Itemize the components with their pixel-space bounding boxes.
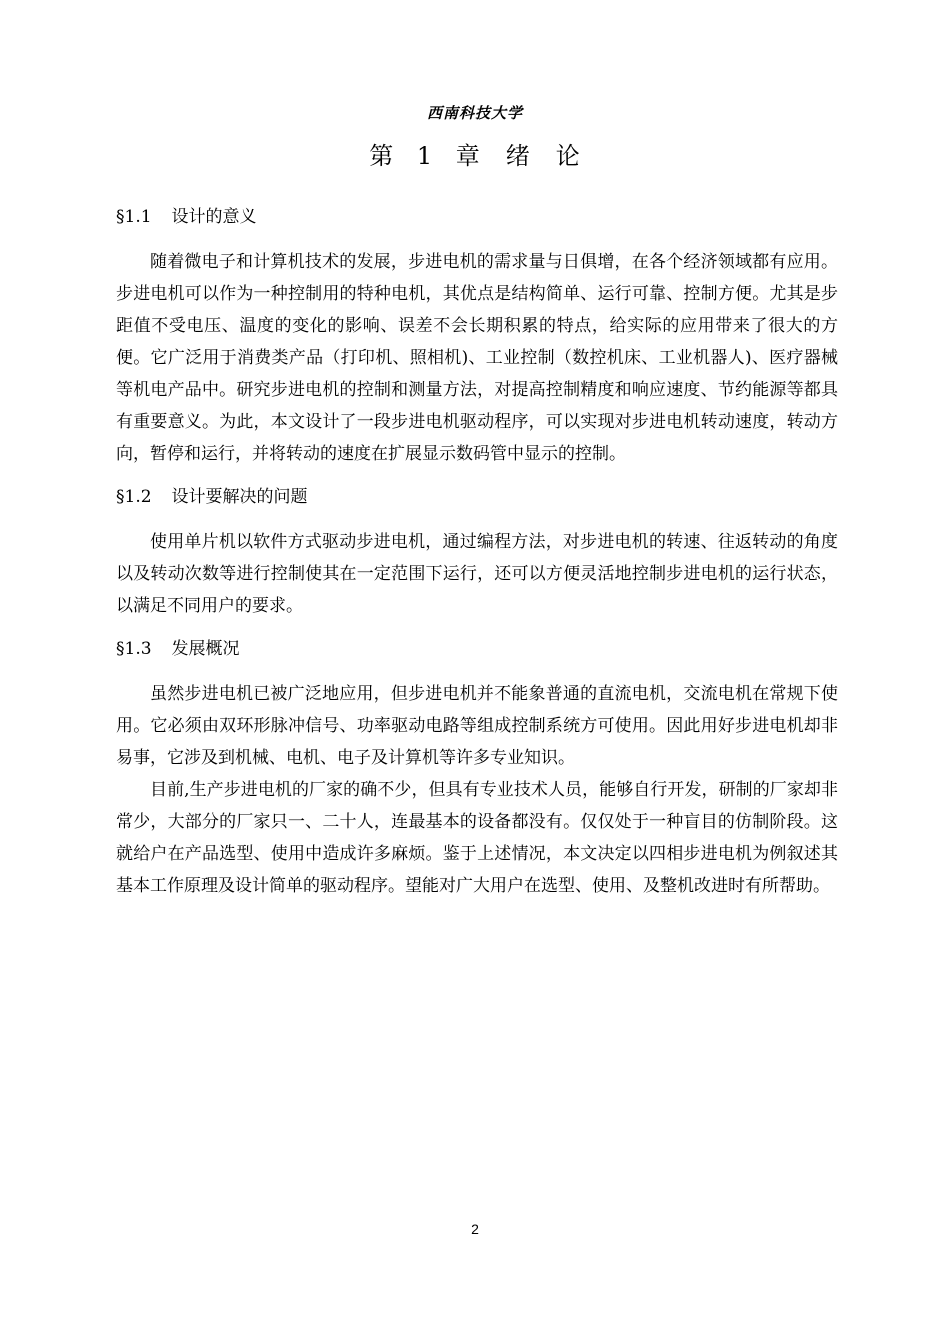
section-1-3 (116, 632, 838, 902)
section-title: 设计的意义 (171, 207, 257, 227)
section-title: 发展概况 (171, 639, 240, 659)
paragraph: 虽然步进电机已被广泛地应用，但步进电机并不能象普通的直流电机，交流电机在常规下使用。它必须由双环形脉冲信号、功率驱动电路等组成控制系统方可使用。因此用好步进电机却非易事，它涉及到机械、电机、电子及计算机等许多专业知识。 (116, 684, 838, 768)
section-heading (116, 632, 838, 666)
section-1-2 (116, 480, 838, 622)
section-number: §1.2 (116, 487, 152, 507)
section-1-1 (116, 200, 838, 470)
page-number: 2 (471, 1221, 479, 1237)
page-body (116, 200, 838, 912)
section-heading (116, 480, 838, 514)
section-heading (116, 200, 838, 234)
paragraph: 使用单片机以软件方式驱动步进电机，通过编程方法，对步进电机的转速、往返转动的角度以及转动次数等进行控制使其在一定范围下运行，还可以方便灵活地控制步进电机的运行状态，以满足不同用户的要求。 (116, 532, 838, 616)
chapter-title: 第 1 章 绪 论 (369, 142, 581, 170)
section-number: §1.1 (116, 207, 152, 227)
paragraph: 目前,生产步进电机的厂家的确不少，但具有专业技术人员，能够自行开发，研制的厂家却非常少，大部分的厂家只一、二十人，连最基本的设备都没有。仅仅处于一种盲目的仿制阶段。这就给户在产品选型、使用中造成许多麻烦。鉴于上述情况，本文决定以四相步进电机为例叙述其基本工作原理及设计简单的驱动程序。望能对广大用户在选型、使用、及整机改进时有所帮助。 (116, 780, 838, 896)
section-number: §1.3 (116, 639, 152, 659)
running-header: 西南科技大学 (426, 104, 523, 122)
section-title: 设计要解决的问题 (171, 487, 308, 507)
paragraph: 随着微电子和计算机技术的发展，步进电机的需求量与日俱增，在各个经济领域都有应用。步进电机可以作为一种控制用的特种电机，其优点是结构简单、运行可靠、控制方便。尤其是步距值不受电压、温度的变化的影响、误差不会长期积累的特点，给实际的应用带来了很大的方便。它广泛用于消费类产品（打印机、照相机)、工业控制（数控机床、工业机器人)、医疗器械等机电产品中。研究步进电机的控制和测量方法，对提高控制精度和响应速度、节约能源等都具有重要意义。为此，本文设计了一段步进电机驱动程序，可以实现对步进电机转动速度，转动方向，暂停和运行，并将转动的速度在扩展显示数码管中显示的控制。 (116, 252, 838, 464)
